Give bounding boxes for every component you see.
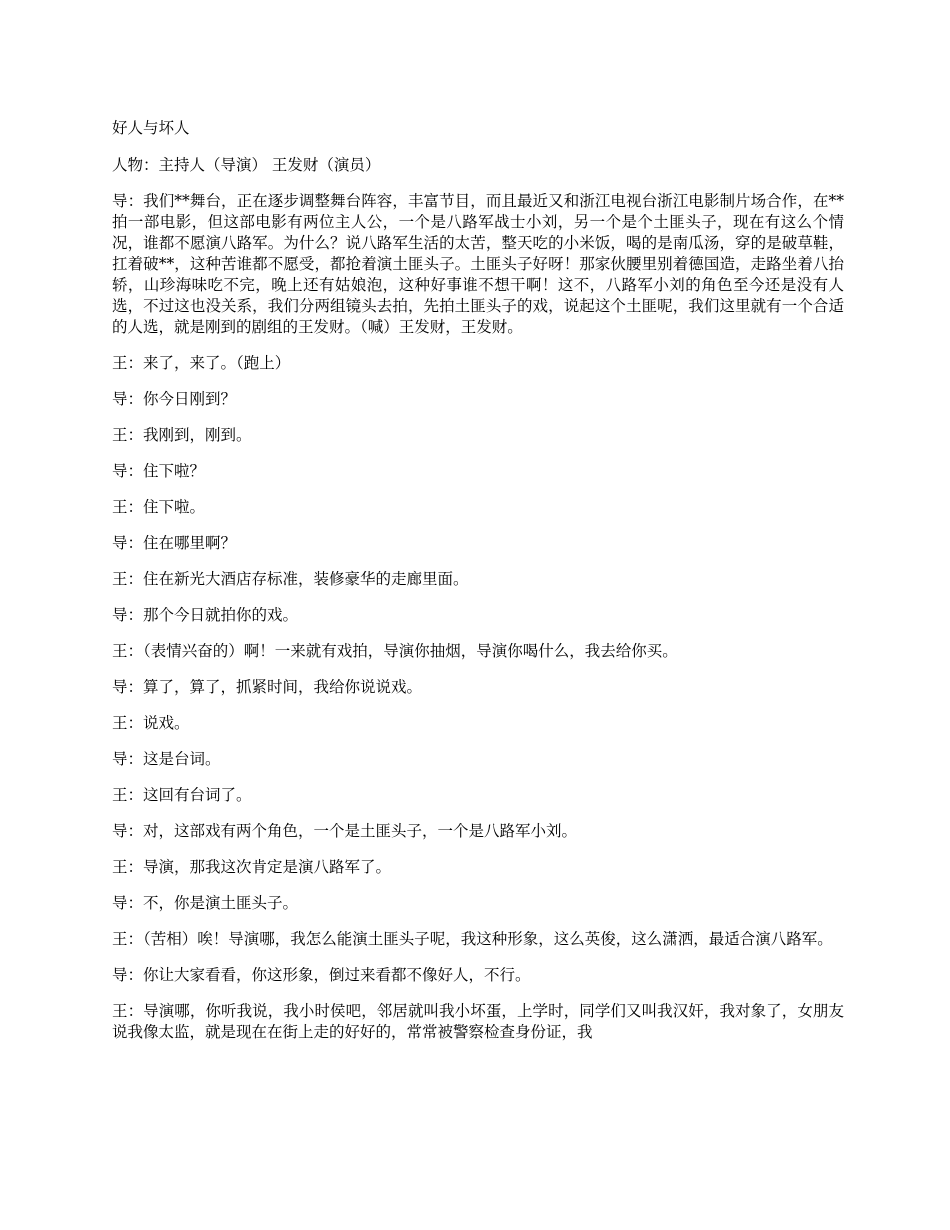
dialogue-line: 王：住在新光大酒店存标准，装修豪华的走廊里面。 — [112, 570, 469, 588]
dialogue-line: 导：对，这部戏有两个角色，一个是土匪头子，一个是八路军小刘。 — [112, 822, 578, 840]
dialogue-line: 导：那个今日就拍你的戏。 — [112, 606, 299, 624]
dialogue-line: 导：算了，算了，抓紧时间，我给你说说戏。 — [112, 678, 423, 696]
dialogue-line: 王：导演，那我这次肯定是演八路军了。 — [112, 858, 392, 876]
document-title: 好人与坏人 — [112, 119, 190, 137]
dialogue-line: 导：我们**舞台，正在逐步调整舞台阵容，丰富节目，而且最近又和浙江电视台浙江电影制片场合作，在**拍一部电影，但这部电影有两位主人公，一个是八路军战士小刘，另一个是个土匪头子，现在有这么个情况，谁都不愿演八路军。为什么？说八路军生活的太苦，整天吃的小米饭，喝的是南瓜汤，穿的是破草鞋，扛着破**，这种苦谁都不愿受，都抢着演土匪头子。土匪头子好呀！那家伙腰里别着德国造，走路坐着八抬轿，山珍海味吃不完，晚上还有姑娘泡，这种好事谁不想干啊！这不，八路军小刘的角色至今还是没有人选，不过这也没关系，我们分两组镜头去拍，先拍土匪头子的戏，说起这个土匪呢，我们这里就有一个合适的人选，就是刚到的剧组的王发财。（喊）王发财，王发财。 — [112, 192, 844, 336]
dialogue-line: 导：住下啦？ — [112, 462, 206, 480]
dialogue-line: 导：你今日刚到？ — [112, 390, 237, 408]
dialogue-line: 王：导演哪，你听我说，我小时侯吧，邻居就叫我小坏蛋，上学时，同学们又叫我汉奸，我对象了，女朋友说我像太监，就是现在在街上走的好好的，常常被警察检查身份证，我 — [112, 1002, 844, 1041]
dialogue-body — [112, 191, 844, 1043]
dialogue-line: 王：（苦相）唉！导演哪，我怎么能演土匪头子呢，我这种形象，这么英俊，这么潇洒，最适合演八路军。 — [112, 930, 833, 948]
dialogue-line: 王：说戏。 — [112, 714, 190, 732]
cast-list: 人物：主持人（导演） 王发财（演员） — [112, 156, 381, 174]
dialogue-line: 导：不，你是演土匪头子。 — [112, 894, 299, 912]
dialogue-line: 导：住在哪里啊？ — [112, 534, 237, 552]
dialogue-line: 导：你让大家看看，你这形象，倒过来看都不像好人，不行。 — [112, 966, 531, 984]
dialogue-line: 王：我刚到，刚到。 — [112, 426, 252, 444]
dialogue-line: 导：这是台词。 — [112, 750, 221, 768]
dialogue-line: 王：（表情兴奋的）啊！一来就有戏拍，导演你抽烟，导演你喝什么，我去给你买。 — [112, 642, 678, 660]
dialogue-line: 王：住下啦。 — [112, 498, 206, 516]
dialogue-line: 王：这回有台词了。 — [112, 786, 252, 804]
dialogue-line: 王：来了，来了。（跑上） — [112, 354, 291, 372]
document-page — [112, 118, 844, 1058]
